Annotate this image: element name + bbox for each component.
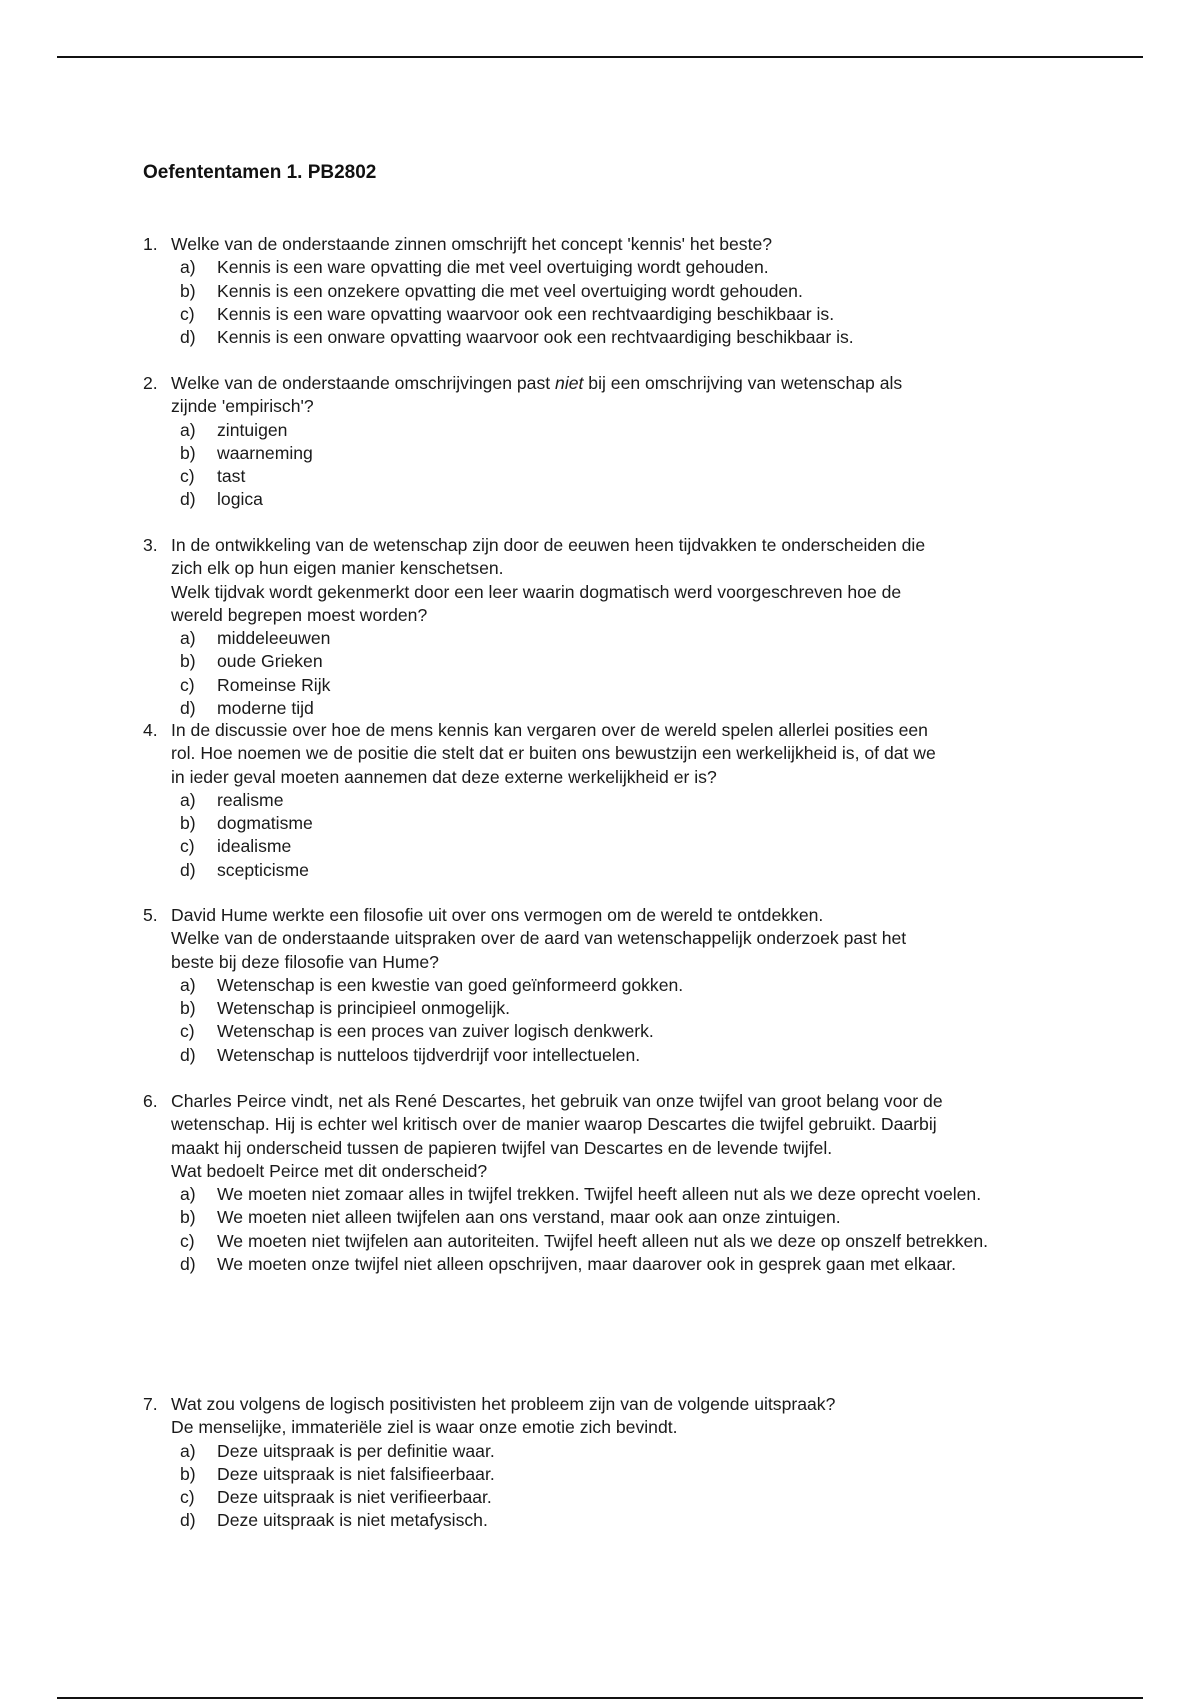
option-letter: d) xyxy=(180,489,196,510)
option-text: Deze uitspraak is niet metafysisch. xyxy=(217,1510,488,1531)
option-letter: c) xyxy=(180,466,195,487)
option-letter: b) xyxy=(180,442,196,463)
option-letter: a) xyxy=(180,419,196,440)
answer-option-c xyxy=(180,1020,1063,1043)
question-text xyxy=(171,372,1063,395)
option-text: Romeinse Rijk xyxy=(217,674,331,695)
question-3 xyxy=(143,534,1063,720)
question-text: Wat zou volgens de logisch positivisten het probleem zijn van de volgende uitspraak? xyxy=(171,1394,836,1414)
question-number: 4. xyxy=(143,720,158,740)
answer-option-a xyxy=(180,1440,1063,1463)
answer-options xyxy=(180,974,1063,1067)
question-text: beste bij deze filosofie van Hume? xyxy=(171,951,439,972)
question-text: Welk tijdvak wordt gekenmerkt door een leer waarin dogmatisch werd voorgeschreven hoe de xyxy=(171,581,902,602)
answer-option-a xyxy=(180,419,1063,442)
question-text: wereld begrepen moest worden? xyxy=(171,604,428,625)
option-text: tast xyxy=(217,466,246,487)
answer-option-b xyxy=(180,812,1063,835)
top-rule xyxy=(57,56,1143,58)
question-text: Wat bedoelt Peirce met dit onderscheid? xyxy=(171,1160,488,1181)
option-letter: b) xyxy=(180,813,196,834)
question-text: In de discussie over hoe de mens kennis kan vergaren over de wereld spelen allerlei posities een xyxy=(171,720,928,740)
option-letter: a) xyxy=(180,789,196,810)
answer-option-c xyxy=(180,465,1063,488)
option-text: logica xyxy=(217,489,263,510)
option-letter: d) xyxy=(180,1510,196,1531)
option-text: waarneming xyxy=(217,442,313,463)
option-letter: a) xyxy=(180,628,196,649)
option-text: realisme xyxy=(217,789,284,810)
option-text: Wetenschap is een proces van zuiver logisch denkwerk. xyxy=(217,1021,654,1042)
option-letter: c) xyxy=(180,1487,195,1508)
option-letter: d) xyxy=(180,327,196,348)
question-number: 3. xyxy=(143,535,158,555)
answer-option-d xyxy=(180,859,1063,882)
question-text: David Hume werkte een filosofie uit over ons vermogen om de wereld te ontdekken. xyxy=(171,905,824,925)
question-text: Welke van de onderstaande zinnen omschrijft het concept 'kennis' het beste? xyxy=(171,234,773,254)
option-text: Kennis is een ware opvatting die met veel overtuiging wordt gehouden. xyxy=(217,257,769,278)
option-text: Wetenschap is nutteloos tijdverdrijf voor intellectuelen. xyxy=(217,1044,641,1065)
option-text: Deze uitspraak is per definitie waar. xyxy=(217,1440,495,1461)
answer-options xyxy=(180,627,1063,720)
question-text-part: Welke van de onderstaande omschrijvingen past xyxy=(171,373,556,393)
answer-option-d xyxy=(180,697,1063,720)
option-text: Kennis is een ware opvatting waarvoor ook een rechtvaardiging beschikbaar is. xyxy=(217,303,835,324)
option-text: moderne tijd xyxy=(217,698,314,719)
answer-options xyxy=(180,256,1063,349)
question-text: Welke van de onderstaande uitspraken over de aard van wetenschappelijk onderzoek past het xyxy=(171,928,907,949)
question-text: in ieder geval moeten aannemen dat deze externe werkelijkheid er is? xyxy=(171,766,717,787)
option-letter: a) xyxy=(180,974,196,995)
option-text: Deze uitspraak is niet verifieerbaar. xyxy=(217,1487,492,1508)
answer-option-d xyxy=(180,1044,1063,1067)
option-letter: c) xyxy=(180,674,195,695)
answer-option-c xyxy=(180,674,1063,697)
option-letter: c) xyxy=(180,303,195,324)
option-text: Kennis is een onzekere opvatting die met veel overtuiging wordt gehouden. xyxy=(217,280,803,301)
question-number: 7. xyxy=(143,1394,158,1414)
option-text: zintuigen xyxy=(217,419,288,440)
question-5 xyxy=(143,904,1063,1067)
answer-option-a xyxy=(180,974,1063,997)
option-letter: c) xyxy=(180,836,195,857)
answer-option-b xyxy=(180,280,1063,303)
answer-option-b xyxy=(180,997,1063,1020)
option-text: oude Grieken xyxy=(217,651,323,672)
option-text: Wetenschap is principieel onmogelijk. xyxy=(217,998,511,1019)
question-text: maakt hij onderscheid tussen de papieren twijfel van Descartes en de levende twijfel. xyxy=(171,1137,833,1158)
answer-option-b xyxy=(180,442,1063,465)
question-6 xyxy=(143,1090,1063,1276)
question-2 xyxy=(143,372,1063,512)
answer-option-d xyxy=(180,488,1063,511)
bottom-rule xyxy=(57,1697,1143,1699)
question-text: rol. Hoe noemen we de positie die stelt dat er buiten ons bewustzijn een werkelijkheid is, of dat we xyxy=(171,743,936,764)
question-text: wetenschap. Hij is echter wel kritisch over de manier waarop Descartes die twijfel gebruikt. Daarbij xyxy=(171,1114,937,1135)
answer-options xyxy=(180,1440,1063,1533)
answer-options xyxy=(180,1183,1063,1276)
option-letter: b) xyxy=(180,1463,196,1484)
question-number: 1. xyxy=(143,234,158,254)
question-text: In de ontwikkeling van de wetenschap zijn door de eeuwen heen tijdvakken te onderscheiden die xyxy=(171,535,926,555)
option-letter: b) xyxy=(180,651,196,672)
option-letter: a) xyxy=(180,1440,196,1461)
answer-option-a xyxy=(180,1183,1063,1206)
option-text: Kennis is een onware opvatting waarvoor ook een rechtvaardiging beschikbaar is. xyxy=(217,327,854,348)
page-title: Oefententamen 1. PB2802 xyxy=(143,162,377,183)
question-text: De menselijke, immateriële ziel is waar onze emotie zich bevindt. xyxy=(171,1417,678,1438)
option-letter: a) xyxy=(180,1184,196,1205)
option-letter: d) xyxy=(180,859,196,880)
answer-option-b xyxy=(180,1206,1063,1229)
answer-option-c xyxy=(180,1486,1063,1509)
option-letter: b) xyxy=(180,998,196,1019)
option-letter: d) xyxy=(180,1254,196,1275)
answer-option-c xyxy=(180,835,1063,858)
question-7 xyxy=(143,1393,1063,1533)
answer-option-a xyxy=(180,627,1063,650)
option-letter: a) xyxy=(180,257,196,278)
question-number: 2. xyxy=(143,373,158,393)
option-text: Deze uitspraak is niet falsifieerbaar. xyxy=(217,1463,495,1484)
answer-options xyxy=(180,419,1063,512)
question-text-part: bij een omschrijving van wetenschap als xyxy=(583,373,903,393)
option-letter: b) xyxy=(180,280,196,301)
question-text: zich elk op hun eigen manier kenschetsen. xyxy=(171,558,504,579)
answer-option-a xyxy=(180,789,1063,812)
question-number: 6. xyxy=(143,1091,158,1111)
option-text: We moeten onze twijfel niet alleen opschrijven, maar daarover ook in gesprek gaan met elkaar. xyxy=(217,1254,957,1275)
answer-options xyxy=(180,789,1063,882)
option-letter: c) xyxy=(180,1021,195,1042)
option-text: We moeten niet zomaar alles in twijfel trekken. Twijfel heeft alleen nut als we deze oprecht voelen. xyxy=(217,1184,982,1205)
answer-option-d xyxy=(180,326,1063,349)
answer-option-b xyxy=(180,1463,1063,1486)
answer-option-a xyxy=(180,256,1063,279)
option-letter: d) xyxy=(180,698,196,719)
option-letter: c) xyxy=(180,1230,195,1251)
question-number: 5. xyxy=(143,905,158,925)
question-text: Charles Peirce vindt, net als René Descartes, het gebruik van onze twijfel van groot belang voor de xyxy=(171,1091,943,1111)
option-text: We moeten niet twijfelen aan autoriteiten. Twijfel heeft alleen nut als we deze op onszelf betrekken. xyxy=(217,1230,989,1251)
answer-option-d xyxy=(180,1253,1063,1276)
option-text: idealisme xyxy=(217,836,292,857)
option-letter: d) xyxy=(180,1044,196,1065)
question-text: zijnde 'empirisch'? xyxy=(171,396,314,417)
question-1 xyxy=(143,233,1063,349)
option-text: middeleeuwen xyxy=(217,628,331,649)
answer-option-d xyxy=(180,1509,1063,1532)
emphasis-text: niet xyxy=(555,373,584,393)
answer-option-c xyxy=(180,1230,1063,1253)
answer-option-b xyxy=(180,650,1063,673)
option-text: We moeten niet alleen twijfelen aan ons verstand, maar ook aan onze zintuigen. xyxy=(217,1207,841,1228)
option-text: Wetenschap is een kwestie van goed geïnformeerd gokken. xyxy=(217,974,684,995)
answer-option-c xyxy=(180,303,1063,326)
option-text: scepticisme xyxy=(217,859,309,880)
question-4 xyxy=(143,719,1063,882)
option-letter: b) xyxy=(180,1207,196,1228)
option-text: dogmatisme xyxy=(217,813,313,834)
